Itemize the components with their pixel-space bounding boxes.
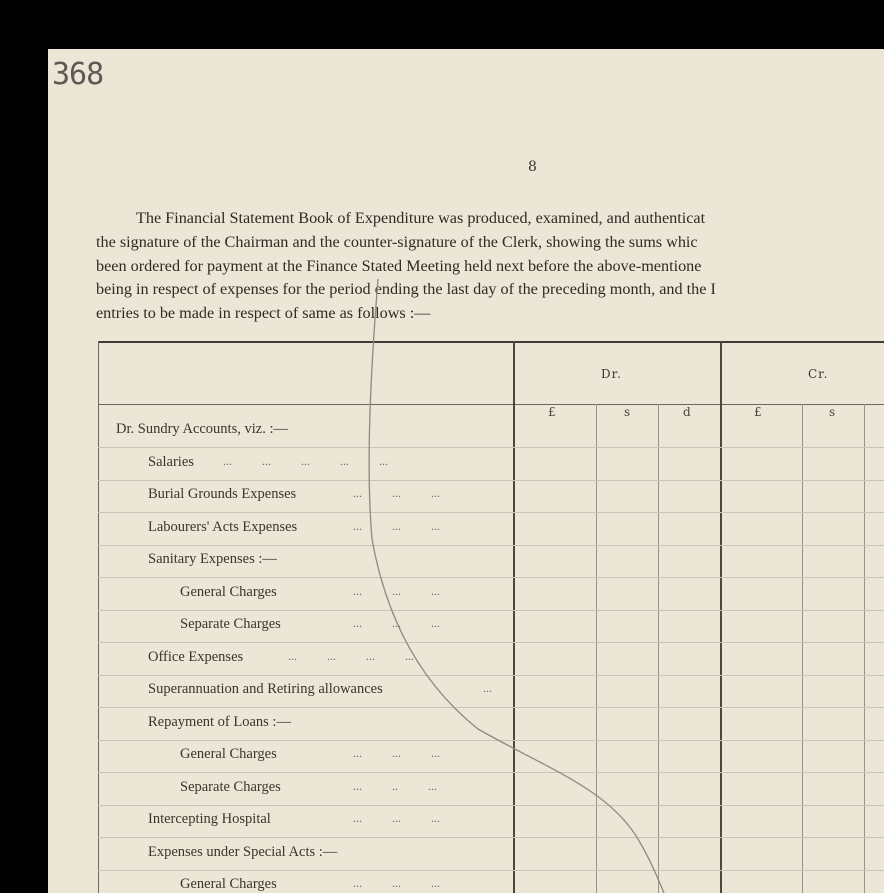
row-label: Office Expenses [148,648,244,665]
paragraph-line: being in respect of expenses for the period ending the last day of the preceding month, and the I [96,280,716,299]
leader-dots: ... ... ... [353,518,440,533]
dr-shillings-unit: s [624,405,631,419]
row-label: Burial Grounds Expenses [148,486,297,502]
leader-dots: ... ... ... [353,486,440,500]
paragraph-line: The Financial Statement Book of Expenditure was produced, examined, and authenticat [136,209,706,227]
leader-dots: ... .. ... [353,778,437,793]
dr-pence-unit: d [683,405,691,419]
leader-dots: ... ... ... [353,583,440,598]
row-label: Expenses under Special Acts :— [148,843,338,860]
leader-dots: ... ... ... [353,876,440,890]
leader-dots: ... ... ... [353,811,440,825]
paragraph-line: the signature of the Chairman and the counter-signature of the Clerk, showing the sums whic [96,232,698,251]
dr-pounds-unit: £ [548,405,556,419]
cr-header: Cr. [808,367,829,381]
row-label: Dr. Sundry Accounts, viz. :— [116,421,288,437]
row-label: General Charges [180,876,277,892]
paragraph-line: been ordered for payment at the Finance Stated Meeting held next before the above-mentione [96,256,702,275]
leader-dots: ... ... ... [353,616,440,630]
row-label: Salaries [148,453,194,470]
page-number: 8 [528,159,537,175]
pencil-mark-curve [48,49,884,893]
row-label: Separate Charges [180,616,281,632]
row-label: Repayment of Loans :— [148,713,291,730]
row-label: Superannuation and Retiring allowances [148,681,383,697]
row-label: Intercepting Hospital [148,811,271,827]
leader-dots: ... [483,681,492,695]
row-label: General Charges [180,746,277,762]
folio-stamp: 368 [52,57,104,92]
cr-shillings-unit: s [829,405,836,419]
ledger-page [48,49,884,893]
row-label: Labourers' Acts Expenses [148,518,298,535]
paragraph-line: entries to be made in respect of same as follows :— [96,304,431,323]
row-label: Separate Charges [180,778,281,795]
leader-dots: ... ... ... [353,746,440,760]
dr-header: Dr. [601,367,622,381]
cr-pounds-unit: £ [754,405,762,419]
row-label: Sanitary Expenses :— [148,551,277,567]
row-label: General Charges [180,583,277,600]
leader-dots: ... ... ... ... ... [223,453,388,468]
leader-dots: ... ... ... ... [288,648,414,663]
